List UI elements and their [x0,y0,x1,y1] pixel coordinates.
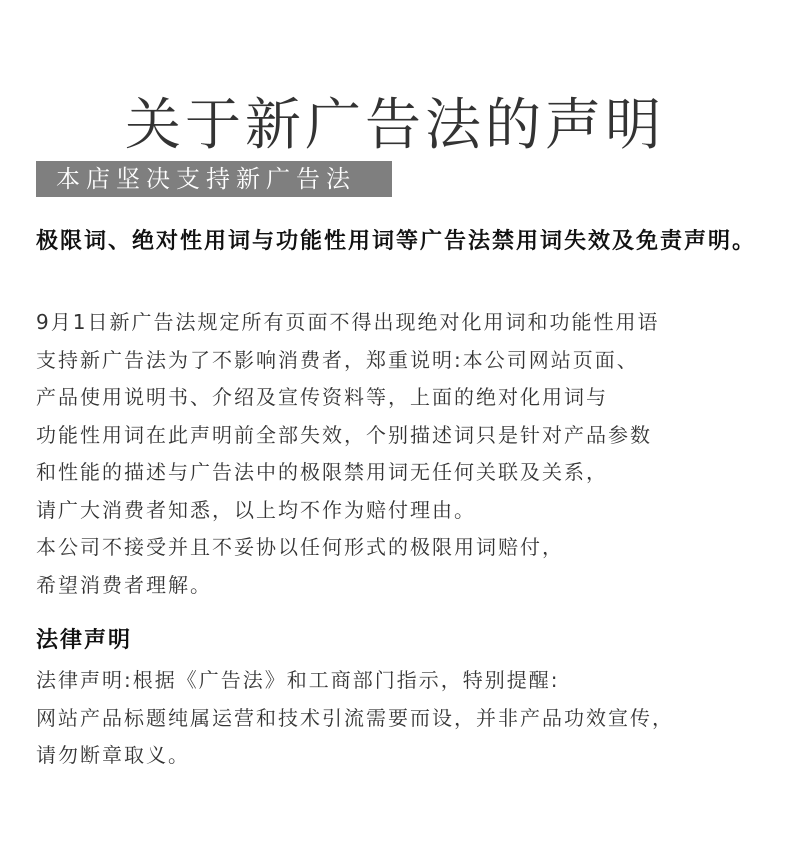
body-line: 请广大消费者知悉，以上均不作为赔付理由。 [36,497,476,522]
body-line: 功能性用词在此声明前全部失效，个别描述词只是针对产品参数 [36,422,652,447]
disclaimer-heading: 极限词、绝对性用词与功能性用词等广告法禁用词失效及免责声明。 [36,229,757,254]
body-line: 希望消费者理解。 [36,572,212,597]
legal-body [36,662,766,775]
body-line: 和性能的描述与广告法中的极限禁用词无任何关联及关系， [36,460,608,484]
legal-line: 法律声明:根据《广告法》和工商部门指示，特别提醒: [36,668,560,692]
legal-line: 请勿断章取义。 [36,743,190,767]
page-title: 关于新广告法的声明 [125,92,665,158]
legal-heading: 法律声明 [36,628,133,653]
support-banner: 本店坚决支持新广告法 [36,161,392,197]
body-line: 产品使用说明书、介绍及宣传资料等，上面的绝对化用词与 [36,385,608,409]
body-line: 支持新广告法为了不影响消费者，郑重说明:本公司网站页面、 [36,347,639,372]
disclaimer-body [36,304,766,604]
body-line: 本公司不接受并且不妥协以任何形式的极限用词赔付， [36,535,564,559]
legal-line: 网站产品标题纯属运营和技术引流需要而设，并非产品功效宣传， [36,705,674,730]
body-line: 9月1日新广告法规定所有页面不得出现绝对化用词和功能性用语 [36,310,660,334]
